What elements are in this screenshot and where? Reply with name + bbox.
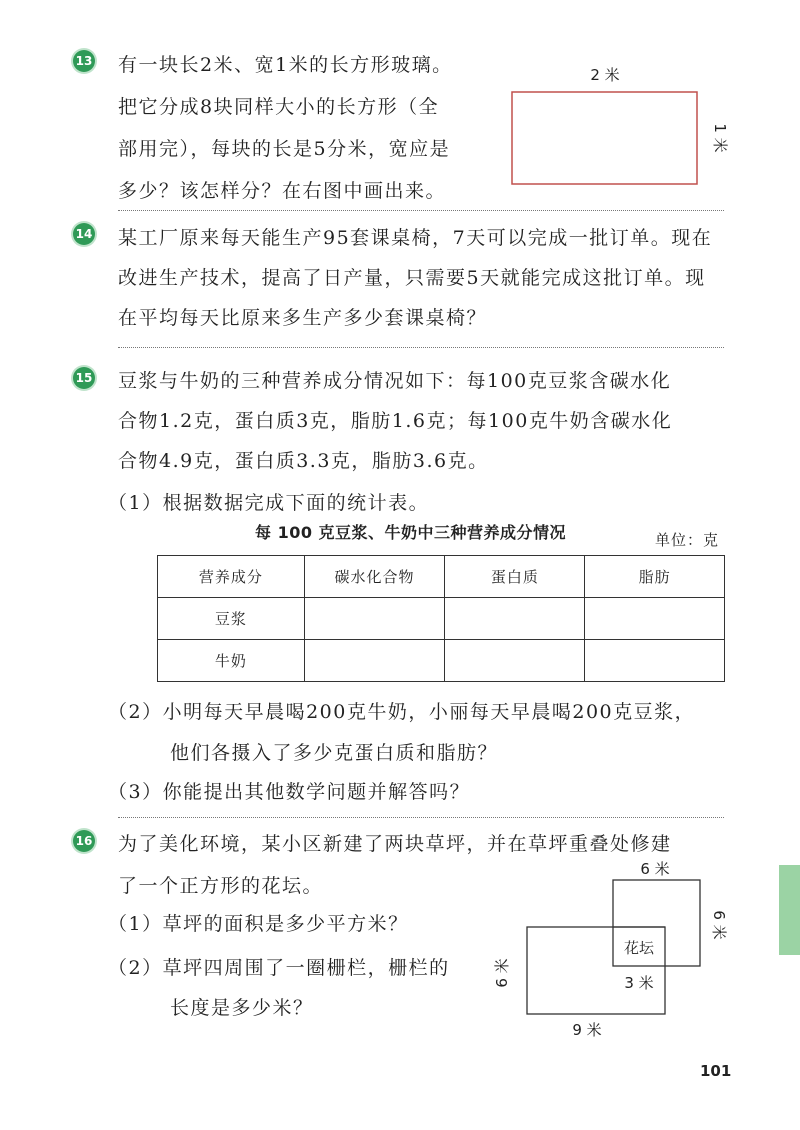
table-cell[interactable] xyxy=(445,598,585,640)
table-cell[interactable] xyxy=(304,598,445,640)
nutrition-table xyxy=(157,555,725,682)
flower-bed-label: 花坛 xyxy=(623,939,655,957)
separator xyxy=(118,210,724,211)
q16-line-2: 了一个正方形的花坛。 xyxy=(118,875,324,897)
q15-part-3: （3）你能提出其他数学问题并解答吗？ xyxy=(108,781,471,803)
q16-line-1: 为了美化环境，某小区新建了两块草坪，并在草坪重叠处修建 xyxy=(118,833,672,855)
table-unit: 单位：克 xyxy=(655,531,720,549)
q14-line-2: 改进生产技术，提高了日产量，只需要5天就能完成这批订单。现 xyxy=(118,267,706,289)
left-height-label: 6 米 xyxy=(493,958,511,988)
q13-line-3: 部用完），每块的长是5分米，宽应是 xyxy=(118,138,451,160)
q14-line-3: 在平均每天比原来多生产多少套课桌椅？ xyxy=(118,307,488,329)
chapter-side-tab xyxy=(779,865,800,955)
question-16-badge: 16 xyxy=(73,830,95,852)
question-15-badge: 15 xyxy=(73,367,95,389)
q15-line-3: 合物4.9克，蛋白质3.3克，脂肪3.6克。 xyxy=(118,450,489,472)
table-header-cell: 脂肪 xyxy=(585,556,725,598)
table-cell[interactable] xyxy=(445,640,585,682)
table-header-cell: 蛋白质 xyxy=(445,556,585,598)
glass-height-label: 1 米 xyxy=(711,123,729,153)
q16-part-2-line-2: 长度是多少米？ xyxy=(170,997,314,1019)
table-row-label: 豆浆 xyxy=(158,598,305,640)
table-row xyxy=(158,598,725,640)
right-height-label: 6 米 xyxy=(710,910,728,940)
q13-glass-figure xyxy=(505,62,735,202)
flower-bed-side-label: 3 米 xyxy=(624,974,654,992)
table-header-cell: 营养成分 xyxy=(158,556,305,598)
bottom-width-label: 9 米 xyxy=(572,1021,602,1039)
table-row-label: 牛奶 xyxy=(158,640,305,682)
q16-part-2-line-1: （2）草坪四周围了一圈栅栏，栅栏的 xyxy=(108,957,450,979)
q15-part-2-line-1: （2）小明每天早晨喝200克牛奶，小丽每天早晨喝200克豆浆， xyxy=(108,701,696,723)
q15-part-1: （1）根据数据完成下面的统计表。 xyxy=(108,492,430,514)
q13-line-2: 把它分成8块同样大小的长方形（全 xyxy=(118,96,440,118)
q15-part-2-line-2: 他们各摄入了多少克蛋白质和脂肪？ xyxy=(170,742,499,764)
q16-lawn-figure xyxy=(495,855,735,1045)
q15-line-2: 合物1.2克，蛋白质3克，脂肪1.6克；每100克牛奶含碳水化 xyxy=(118,410,673,432)
separator xyxy=(118,817,724,818)
q13-line-1: 有一块长2米、宽1米的长方形玻璃。 xyxy=(118,54,453,76)
table-header-cell: 碳水化合物 xyxy=(304,556,445,598)
q13-line-4: 多少？该怎样分？在右图中画出来。 xyxy=(118,180,447,202)
table-header-row xyxy=(158,556,725,598)
table-title: 每 100 克豆浆、牛奶中三种营养成分情况 xyxy=(255,523,567,542)
table-cell[interactable] xyxy=(585,598,725,640)
table-cell[interactable] xyxy=(585,640,725,682)
q15-line-1: 豆浆与牛奶的三种营养成分情况如下：每100克豆浆含碳水化 xyxy=(118,370,672,392)
q16-part-1: （1）草坪的面积是多少平方米？ xyxy=(108,913,409,935)
question-14-badge: 14 xyxy=(73,223,95,245)
table-cell[interactable] xyxy=(304,640,445,682)
glass-width-label: 2 米 xyxy=(590,66,620,84)
q14-line-1: 某工厂原来每天能生产95套课桌椅，7天可以完成一批订单。现在 xyxy=(118,227,713,249)
question-13-badge: 13 xyxy=(73,50,95,72)
top-width-label: 6 米 xyxy=(640,860,670,878)
glass-rectangle xyxy=(512,92,697,184)
separator xyxy=(118,347,724,348)
page-number: 101 xyxy=(700,1062,732,1080)
table-row xyxy=(158,640,725,682)
